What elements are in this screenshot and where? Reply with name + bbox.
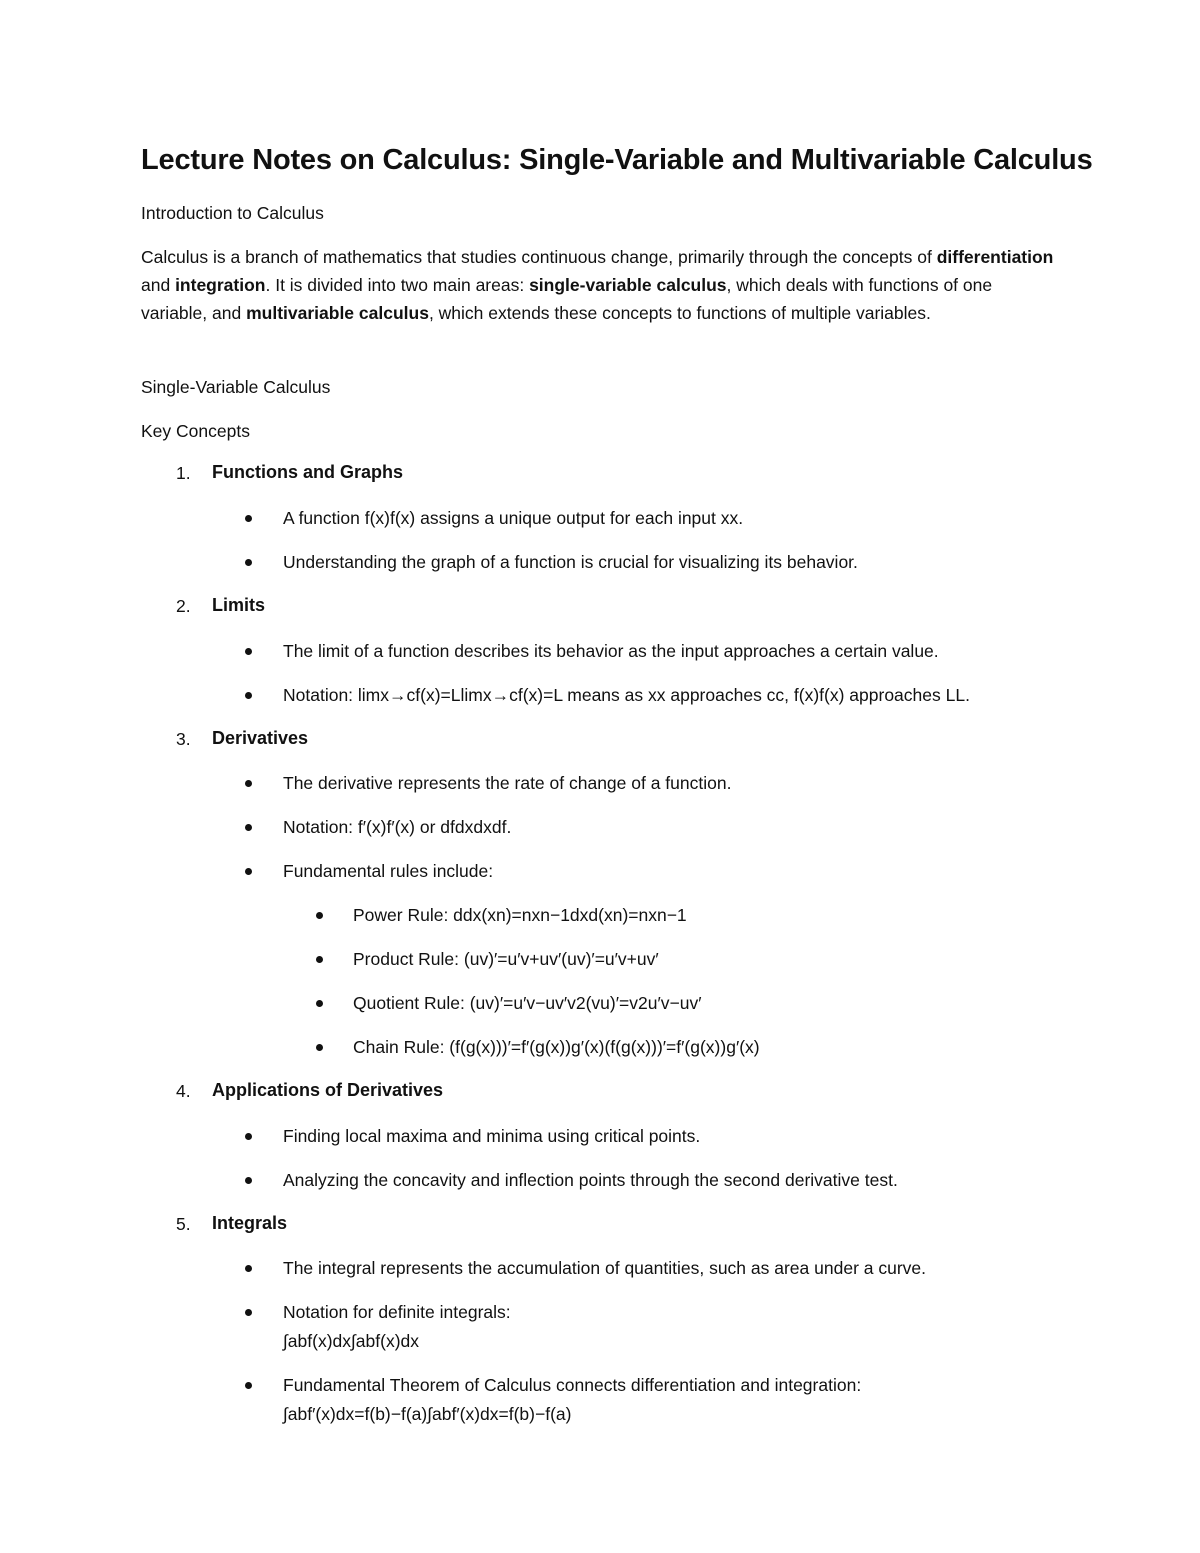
page-title: Lecture Notes on Calculus: Single-Variable and Multivariable Calculus — [141, 144, 1093, 176]
intro-text-4: , which deals with functions of one variable, and — [141, 275, 993, 323]
section-title-applications: Applications of Derivatives — [212, 1080, 444, 1100]
bullet-dot — [245, 692, 252, 699]
sub-bullet-dot — [316, 956, 323, 963]
intro-text-3: . It is divided into two main areas: — [265, 275, 530, 295]
intro-text-5: , which extends these concepts to functions of multiple variables. — [428, 303, 931, 323]
intro-term-single-variable: single-variable calculus — [529, 275, 727, 295]
formula-definite-integral: ∫abf(x)dx∫abf(x)dx — [283, 1331, 420, 1351]
list-item: Fundamental rules include: — [283, 861, 494, 881]
bullet-dot — [245, 1177, 252, 1184]
list-item: Notation: limx→cf(x)=Llimx→cf(x)=L means as xx approaches cc, f(x)f(x) approaches LL. — [283, 685, 970, 705]
list-item: Analyzing the concavity and inflection points through the second derivative test. — [283, 1170, 898, 1190]
single-variable-heading: Single-Variable Calculus — [141, 377, 331, 397]
sub-list-item-quotient-rule: Quotient Rule: (uv)′=u′v−uv′v2(vu)′=v2u′v−uv′ — [353, 993, 702, 1013]
section-number: 1. — [176, 463, 191, 483]
intro-term-integration: integration — [175, 275, 266, 295]
section-number: 4. — [176, 1081, 191, 1101]
list-item: Finding local maxima and minima using critical points. — [283, 1126, 701, 1146]
section-title-limits: Limits — [212, 595, 266, 615]
sub-bullet-dot — [316, 1044, 323, 1051]
key-concepts-heading: Key Concepts — [141, 421, 250, 441]
list-item: Notation for definite integrals: — [283, 1302, 511, 1322]
list-item: A function f(x)f(x) assigns a unique output for each input xx. — [283, 508, 744, 528]
bullet-dot — [245, 1133, 252, 1140]
bullet-dot — [245, 1309, 252, 1316]
formula-fundamental-theorem: ∫abf′(x)dx=f(b)−f(a)∫abf′(x)dx=f(b)−f(a) — [283, 1404, 572, 1424]
list-item: Fundamental Theorem of Calculus connects differentiation and integration: — [283, 1375, 862, 1395]
section-title-integrals: Integrals — [212, 1213, 288, 1233]
bullet-dot — [245, 1382, 252, 1389]
section-number: 5. — [176, 1214, 191, 1234]
sub-bullet-dot — [316, 1000, 323, 1007]
section-number: 2. — [176, 596, 191, 616]
section-title-functions: Functions and Graphs — [212, 462, 404, 482]
sub-bullet-dot — [316, 912, 323, 919]
bullet-dot — [245, 559, 252, 566]
bullet-dot — [245, 868, 252, 875]
list-item: Notation: f′(x)f′(x) or dfdxdxdf. — [283, 817, 512, 837]
bullet-dot — [245, 1265, 252, 1272]
sub-list-item-product-rule: Product Rule: (uv)′=u′v+uv′(uv)′=u′v+uv′ — [353, 949, 659, 969]
section-number: 3. — [176, 729, 191, 749]
list-item: The derivative represents the rate of change of a function. — [283, 773, 732, 793]
list-item: Understanding the graph of a function is crucial for visualizing its behavior. — [283, 552, 858, 572]
bullet-dot — [245, 648, 252, 655]
sub-list-item-power-rule: Power Rule: ddx(xn)=nxn−1dxd(xn)=nxn−1 — [353, 905, 687, 925]
intro-term-differentiation: differentiation — [936, 247, 1054, 267]
section-title-derivatives: Derivatives — [212, 728, 309, 748]
list-item: The integral represents the accumulation of quantities, such as area under a curve. — [283, 1258, 927, 1278]
bullet-dot — [245, 780, 252, 787]
list-item: The limit of a function describes its behavior as the input approaches a certain value. — [283, 641, 939, 661]
intro-text-2: and — [141, 275, 176, 295]
bullet-dot — [245, 515, 252, 522]
intro-paragraph — [141, 243, 1056, 327]
bullet-dot — [245, 824, 252, 831]
intro-text-1: Calculus is a branch of mathematics that studies continuous change, primarily through the concepts of — [141, 247, 937, 267]
intro-heading: Introduction to Calculus — [141, 203, 324, 223]
sub-list-item-chain-rule: Chain Rule: (f(g(x)))′=f′(g(x))g′(x)(f(g(x)))′=f′(g(x))g′(x) — [353, 1037, 760, 1057]
intro-term-multivariable: multivariable calculus — [246, 303, 429, 323]
